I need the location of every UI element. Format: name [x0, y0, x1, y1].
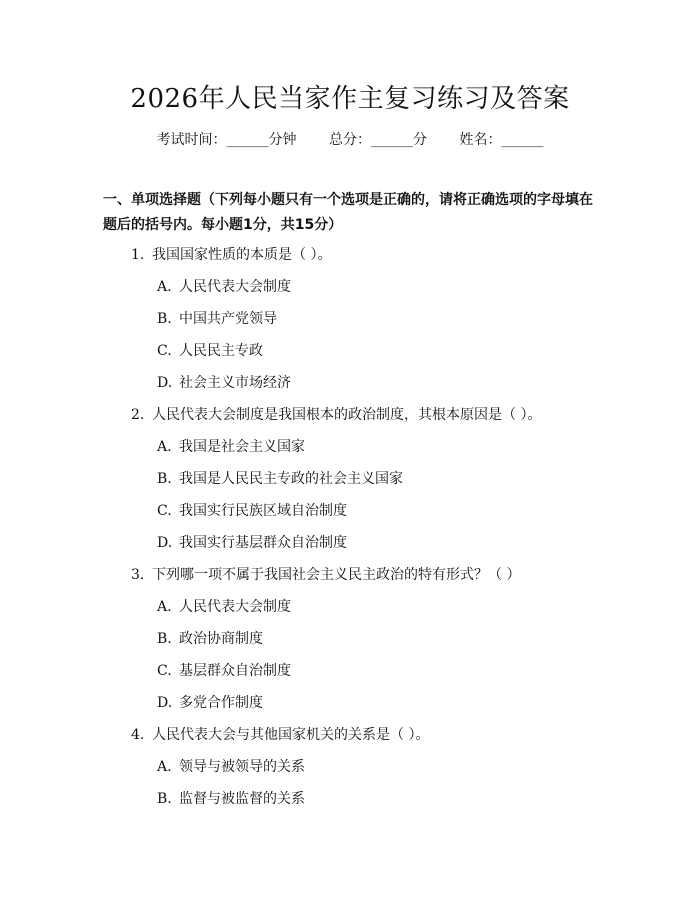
option-text: 社会主义市场经济 — [179, 375, 291, 391]
option-letter: B. — [157, 311, 172, 327]
option-letter: C. — [157, 343, 172, 359]
option-item — [0, 335, 700, 367]
option-item — [0, 367, 700, 399]
option-letter: B. — [157, 791, 172, 807]
question-stem — [0, 399, 700, 431]
question-number: 2. — [131, 407, 145, 423]
option-item — [0, 783, 700, 815]
question-stem — [0, 719, 700, 751]
option-item — [0, 591, 700, 623]
option-text: 我国实行民族区域自治制度 — [179, 503, 347, 519]
total-score-field: 总分：______分 — [329, 132, 427, 148]
option-letter: A. — [157, 759, 172, 775]
question-item — [0, 719, 700, 815]
question-text: 下列哪一项不属于我国社会主义民主政治的特有形式？（ ） — [152, 567, 521, 583]
question-text: 人民代表大会与其他国家机关的关系是（ ）。 — [152, 727, 430, 743]
option-item — [0, 527, 700, 559]
option-item — [0, 687, 700, 719]
question-text: 人民代表大会制度是我国根本的政治制度，其根本原因是（ ）。 — [152, 407, 542, 423]
option-item — [0, 303, 700, 335]
option-item — [0, 655, 700, 687]
option-letter: D. — [157, 695, 173, 711]
option-text: 多党合作制度 — [179, 695, 263, 711]
question-item — [0, 559, 700, 719]
exam-time-field: 考试时间：______分钟 — [156, 132, 297, 148]
option-letter: D. — [157, 535, 173, 551]
option-text: 人民代表大会制度 — [179, 279, 291, 295]
option-letter: C. — [157, 503, 172, 519]
question-number: 4. — [131, 727, 145, 743]
option-letter: A. — [157, 439, 172, 455]
option-text: 监督与被监督的关系 — [179, 791, 305, 807]
question-number: 3. — [131, 567, 145, 583]
name-field: 姓名：______ — [459, 132, 544, 148]
question-item — [0, 399, 700, 559]
question-stem — [0, 239, 700, 271]
option-text: 我国是社会主义国家 — [179, 439, 305, 455]
question-number: 1. — [131, 247, 145, 263]
option-item — [0, 271, 700, 303]
option-text: 我国是人民民主专政的社会主义国家 — [179, 471, 403, 487]
question-text: 我国国家性质的本质是（ ）。 — [152, 247, 332, 263]
option-letter: A. — [157, 599, 172, 615]
option-item — [0, 751, 700, 783]
section-heading: 一、单项选择题（下列每小题只有一个选项是正确的，请将正确选项的字母填在题后的括号内。每小题1分，共15分） — [103, 192, 593, 233]
option-letter: D. — [157, 375, 173, 391]
question-list — [0, 239, 700, 815]
page-title: 2026年人民当家作主复习练习及答案 — [130, 84, 570, 114]
option-text: 基层群众自治制度 — [179, 663, 291, 679]
option-text: 政治协商制度 — [179, 631, 263, 647]
exam-info — [0, 130, 700, 150]
option-letter: C. — [157, 663, 172, 679]
option-letter: A. — [157, 279, 172, 295]
option-item — [0, 495, 700, 527]
question-stem — [0, 559, 700, 591]
option-item — [0, 463, 700, 495]
option-text: 人民代表大会制度 — [179, 599, 291, 615]
question-item — [0, 239, 700, 399]
option-letter: B. — [157, 471, 172, 487]
option-letter: B. — [157, 631, 172, 647]
option-text: 人民民主专政 — [179, 343, 263, 359]
option-item — [0, 431, 700, 463]
option-item — [0, 623, 700, 655]
option-text: 中国共产党领导 — [179, 311, 277, 327]
option-text: 我国实行基层群众自治制度 — [179, 535, 347, 551]
option-text: 领导与被领导的关系 — [179, 759, 305, 775]
